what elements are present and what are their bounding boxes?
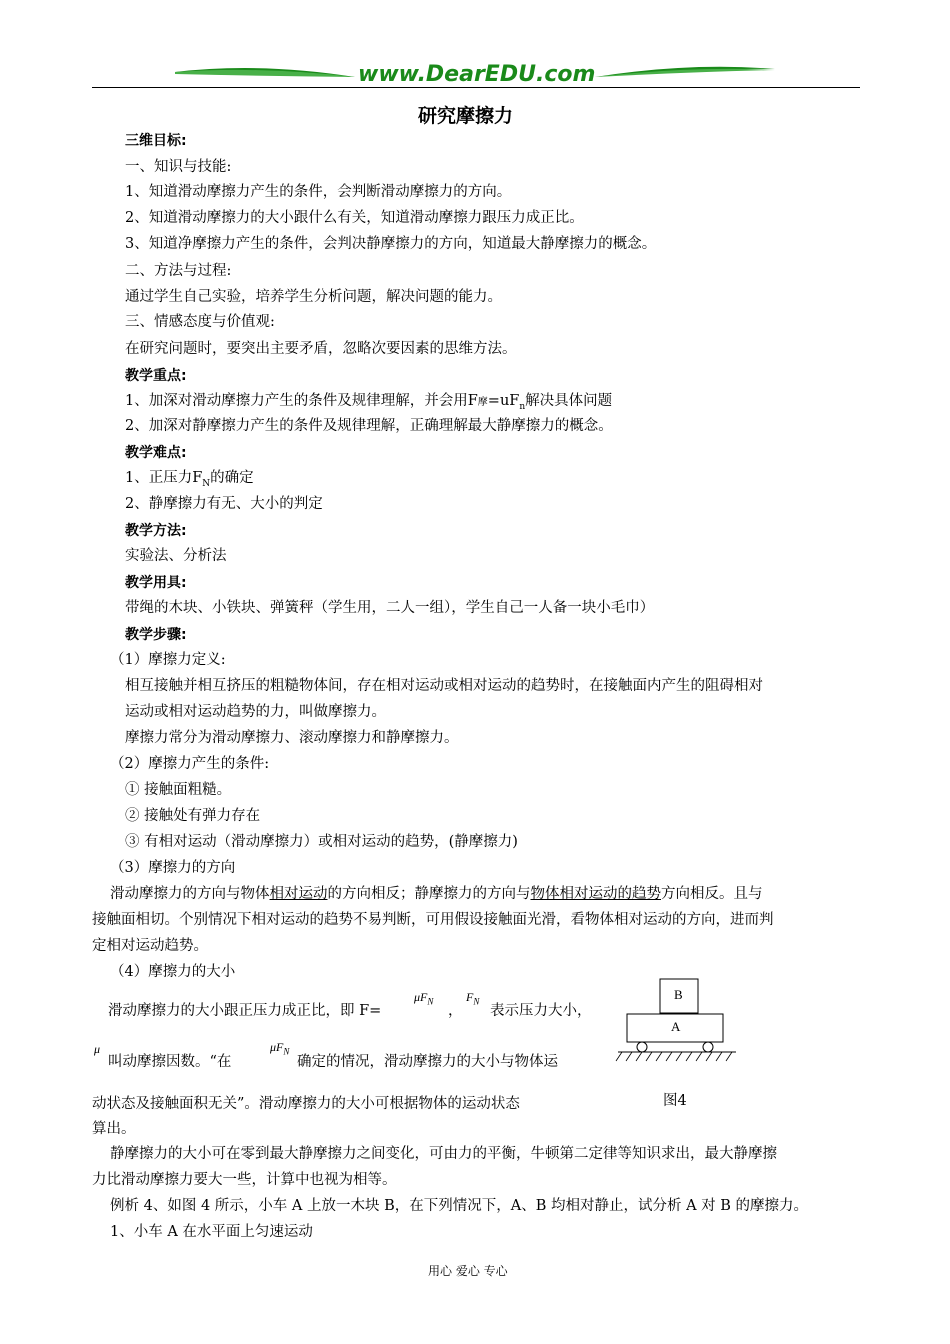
knowledge-item-2: 2、知道滑动摩擦力的大小跟什么有关，知道滑动摩擦力跟压力成正比。 bbox=[125, 210, 584, 226]
difficulty-item-1-text-a: 1、正压力F bbox=[125, 470, 203, 486]
step-4-line-1-text: 滑动摩擦力的大小跟正压力成正比，即 F= bbox=[108, 1003, 382, 1019]
header-logo bbox=[170, 60, 780, 90]
figure-label-b: B bbox=[674, 987, 683, 1002]
figure-label-a: A bbox=[671, 1019, 681, 1034]
key-item-2: 2、加深对静摩擦力产生的条件及规律理解，正确理解最大静摩擦力的概念。 bbox=[125, 418, 613, 434]
difficulty-heading: 教学难点: bbox=[125, 445, 187, 461]
key-item-1 bbox=[125, 391, 612, 417]
step-3-para-1 bbox=[110, 884, 763, 904]
step-2-condition-1: ① 接触面粗糙。 bbox=[125, 782, 232, 798]
figure-caption: 图4 bbox=[663, 1093, 687, 1109]
method-text: 通过学生自己实验，培养学生分析问题，解决问题的能力。 bbox=[125, 289, 502, 305]
formula-fn-sub: N bbox=[473, 996, 480, 1007]
tools-text: 带绳的木块、小铁块、弹簧秤（学生用，二人一组），学生自己一人备一块小毛巾） bbox=[125, 600, 655, 616]
formula-fn bbox=[466, 990, 479, 1006]
formula-mu-fn-sub: N bbox=[427, 996, 434, 1007]
step-1-para-3: 摩擦力常分为滑动摩擦力、滚动摩擦力和静摩擦力。 bbox=[125, 730, 459, 746]
emotion-heading: 三、情感态度与价值观: bbox=[125, 314, 275, 330]
goals-heading: 三维目标: bbox=[125, 133, 187, 149]
step-3-underline-1: 相对运动 bbox=[269, 886, 328, 902]
step-2-heading: （2）摩擦力产生的条件: bbox=[110, 756, 270, 772]
figure-4 bbox=[612, 975, 742, 1075]
steps-heading: 教学步骤: bbox=[125, 627, 187, 643]
teaching-method-text: 实验法、分析法 bbox=[125, 548, 227, 564]
difficulty-item-1 bbox=[125, 468, 254, 494]
static-para-2: 力比滑动摩擦力要大一些，计算中也视为相等。 bbox=[92, 1172, 397, 1188]
knowledge-item-1: 1、知道滑动摩擦力产生的条件，会判断滑动摩擦力的方向。 bbox=[125, 184, 512, 200]
step-2-condition-3: ③ 有相对运动（滑动摩擦力）或相对运动的趋势，(静摩擦力) bbox=[125, 834, 518, 850]
step-1-heading: （1）摩擦力定义: bbox=[110, 652, 226, 668]
key-item-1-text-a: 1、加深对滑动摩擦力产生的条件及规律理解，并会用F bbox=[125, 393, 478, 409]
key-item-1-sub-1: 摩 bbox=[477, 397, 488, 408]
key-heading: 教学重点: bbox=[125, 368, 187, 384]
step-4-heading: （4）摩擦力的大小 bbox=[110, 964, 236, 980]
key-item-1-text-b: =uF bbox=[487, 393, 520, 409]
step-4-line-3: 动状态及接触面积无关”。滑动摩擦力的大小可根据物体的运动状态 bbox=[92, 1096, 520, 1112]
formula-mu-fn-text: μF bbox=[414, 990, 428, 1004]
formula-mu-fn-2-text: μF bbox=[270, 1040, 284, 1054]
step-3-para-2: 接触面相切。个别情况下相对运动的趋势不易判断，可用假设接触面光滑，看物体相对运动的方向，进而判 bbox=[92, 912, 774, 928]
step-3-underline-2: 物体相对运动的趋势 bbox=[530, 886, 661, 902]
knowledge-item-3: 3、知道净摩擦力产生的条件，会判决静摩擦力的方向，知道最大静摩擦力的概念。 bbox=[125, 236, 657, 252]
formula-fn-letter: F bbox=[466, 990, 474, 1004]
teaching-method-heading: 教学方法: bbox=[125, 523, 187, 539]
comma: ， bbox=[448, 1003, 463, 1019]
step-4-line-1 bbox=[108, 1001, 381, 1021]
step-4-line-4: 算出。 bbox=[92, 1121, 136, 1137]
formula-mu-fn bbox=[414, 990, 433, 1006]
footer: 用心 爱心 专心 bbox=[428, 1264, 508, 1278]
step-4-line-1-end: 表示压力大小， bbox=[490, 1003, 592, 1019]
emotion-text: 在研究问题时，要突出主要矛盾，忽略次要因素的思维方法。 bbox=[125, 341, 517, 357]
difficulty-item-1-sub: N bbox=[202, 478, 211, 489]
key-item-1-text-c: 解决具体问题 bbox=[525, 393, 613, 409]
step-3-text-a: 滑动摩擦力的方向与物体 bbox=[110, 886, 270, 902]
step-4-line-2-a: 叫动摩擦因数。“在 bbox=[108, 1054, 232, 1070]
step-3-heading: （3）摩擦力的方向 bbox=[110, 860, 236, 876]
formula-mu-fn-2-sub: N bbox=[283, 1046, 290, 1057]
header-rule bbox=[92, 87, 860, 88]
step-3-text-b: 的方向相反；静摩擦力的方向与 bbox=[327, 886, 531, 902]
step-2-condition-2: ② 接触处有弹力存在 bbox=[125, 808, 261, 824]
step-1-para-1: 相互接触并相互挤压的粗糙物体间，存在相对运动或相对运动的趋势时，在接触面内产生的阻碍相对 bbox=[125, 678, 763, 694]
formula-mu: μ bbox=[94, 1042, 101, 1056]
static-para-1: 静摩擦力的大小可在零到最大静摩擦力之间变化，可由力的平衡，牛顿第二定律等知识求出，最大静摩擦 bbox=[110, 1146, 777, 1162]
logo-text: www.DearEDU.com bbox=[358, 62, 596, 87]
key-item-1-sub-2: n bbox=[519, 401, 526, 412]
difficulty-item-2: 2、静摩擦力有无、大小的判定 bbox=[125, 496, 323, 512]
example-item-1: 1、小车 A 在水平面上匀速运动 bbox=[110, 1224, 313, 1240]
tools-heading: 教学用具: bbox=[125, 575, 187, 591]
formula-mu-fn-2 bbox=[270, 1040, 289, 1056]
difficulty-item-1-text-b: 的确定 bbox=[210, 470, 254, 486]
knowledge-heading: 一、知识与技能: bbox=[125, 159, 232, 175]
example-para: 例析 4、如图 4 所示，小车 A 上放一木块 B，在下列情况下，A、B 均相对静止，试分析 A 对 B 的摩擦力。 bbox=[110, 1198, 809, 1214]
page-title: 研究摩擦力 bbox=[418, 105, 514, 127]
step-4-line-2-b: 确定的情况，滑动摩擦力的大小与物体运 bbox=[297, 1054, 558, 1070]
step-3-text-c: 方向相反。且与 bbox=[661, 886, 763, 902]
step-3-para-3: 定相对运动趋势。 bbox=[92, 938, 208, 954]
step-1-para-2: 运动或相对运动趋势的力，叫做摩擦力。 bbox=[125, 704, 386, 720]
method-heading: 二、方法与过程: bbox=[125, 263, 232, 279]
